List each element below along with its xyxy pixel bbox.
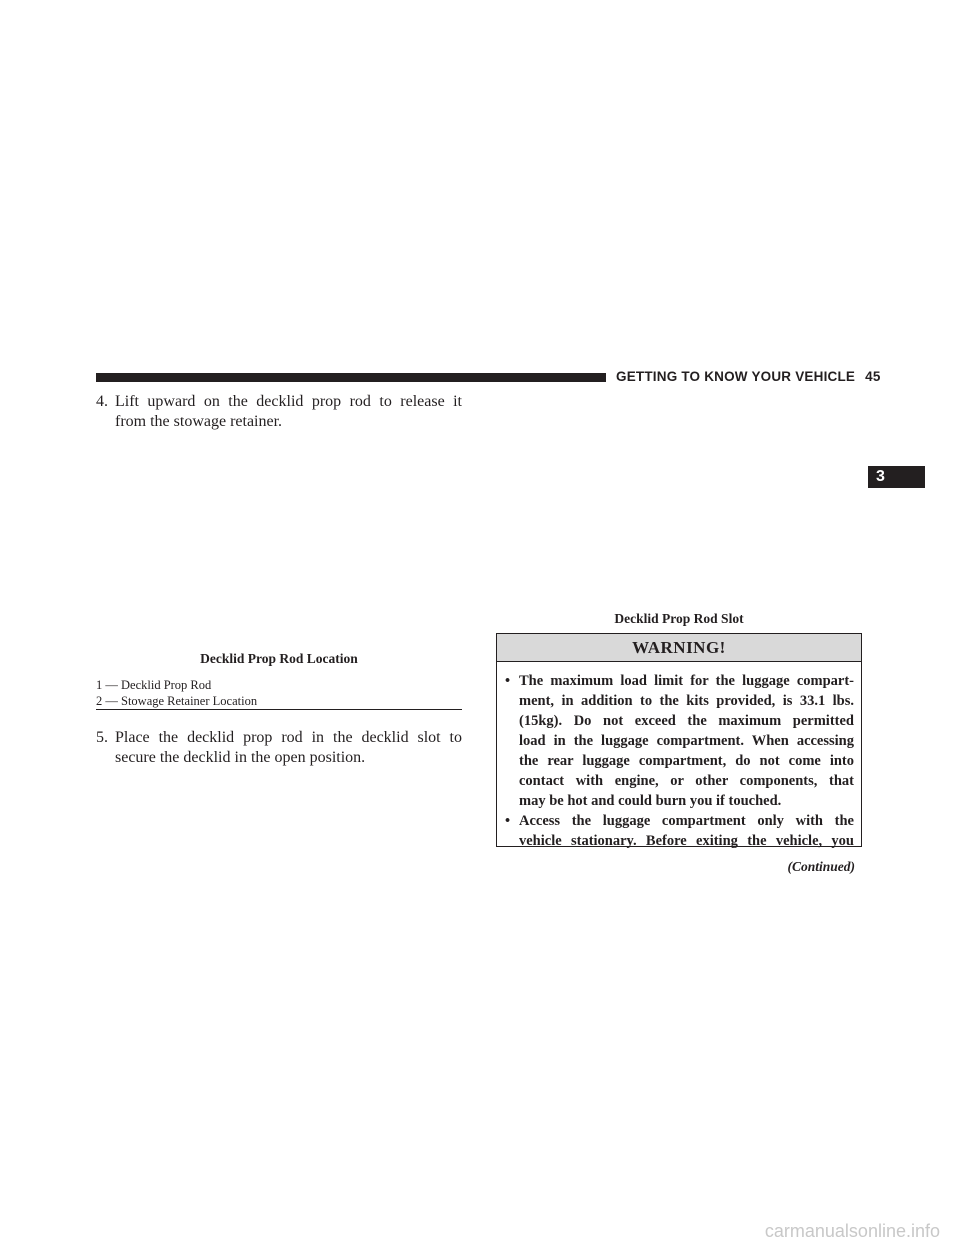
- warning-line: the rear luggage compartment, do not come into: [519, 753, 854, 769]
- warning-line: contact with engine, or other components, that: [519, 773, 854, 789]
- warning-title: WARNING!: [497, 634, 861, 662]
- section-title: GETTING TO KNOW YOUR VEHICLE: [616, 369, 856, 384]
- step-text-line: secure the decklid in the open position.: [115, 749, 366, 766]
- watermark: carmanualsonline.info: [764, 1221, 940, 1241]
- bullet-icon: •: [505, 673, 511, 689]
- continued-note: (Continued): [787, 859, 855, 874]
- figure-caption-location: Decklid Prop Rod Location: [200, 651, 358, 666]
- legend-item: 1 — Decklid Prop Rod: [96, 678, 212, 692]
- step-text-line: from the stowage retainer.: [115, 413, 283, 430]
- step-text-line: Lift upward on the decklid prop rod to release it: [115, 393, 462, 410]
- chapter-tab[interactable]: 3: [868, 466, 925, 488]
- page-number: 45: [865, 369, 881, 384]
- warning-item: [505, 671, 854, 811]
- bullet-icon: •: [505, 813, 511, 829]
- warning-line: ment, in addition to the kits provided, is 33.1 lbs.: [519, 693, 854, 709]
- warning-line: load in the luggage compartment. When accessing: [519, 733, 854, 749]
- warning-line: may be hot and could burn you if touched.: [519, 793, 782, 809]
- warning-item: [505, 811, 854, 851]
- warning-line: Access the luggage compartment only with the: [519, 813, 854, 829]
- figure-caption-slot: Decklid Prop Rod Slot: [614, 611, 744, 626]
- warning-box: [496, 633, 862, 847]
- step-text-line: Place the decklid prop rod in the decklid slot to: [115, 729, 462, 746]
- warning-line: The maximum load limit for the luggage compart-: [519, 673, 854, 689]
- step-number: 4.: [96, 393, 108, 410]
- warning-line: (15kg). Do not exceed the maximum permitted: [519, 713, 854, 729]
- warning-line: vehicle stationary. Before exiting the vehicle, you: [519, 833, 854, 849]
- warning-list: [497, 662, 861, 851]
- header-rule: [96, 373, 606, 382]
- figure-legend: [96, 677, 462, 709]
- step-5: [96, 728, 462, 768]
- legend-divider: [96, 709, 462, 710]
- legend-item: 2 — Stowage Retainer Location: [96, 694, 258, 708]
- running-header: [616, 369, 881, 384]
- step-number: 5.: [96, 729, 108, 746]
- step-4: [96, 392, 462, 432]
